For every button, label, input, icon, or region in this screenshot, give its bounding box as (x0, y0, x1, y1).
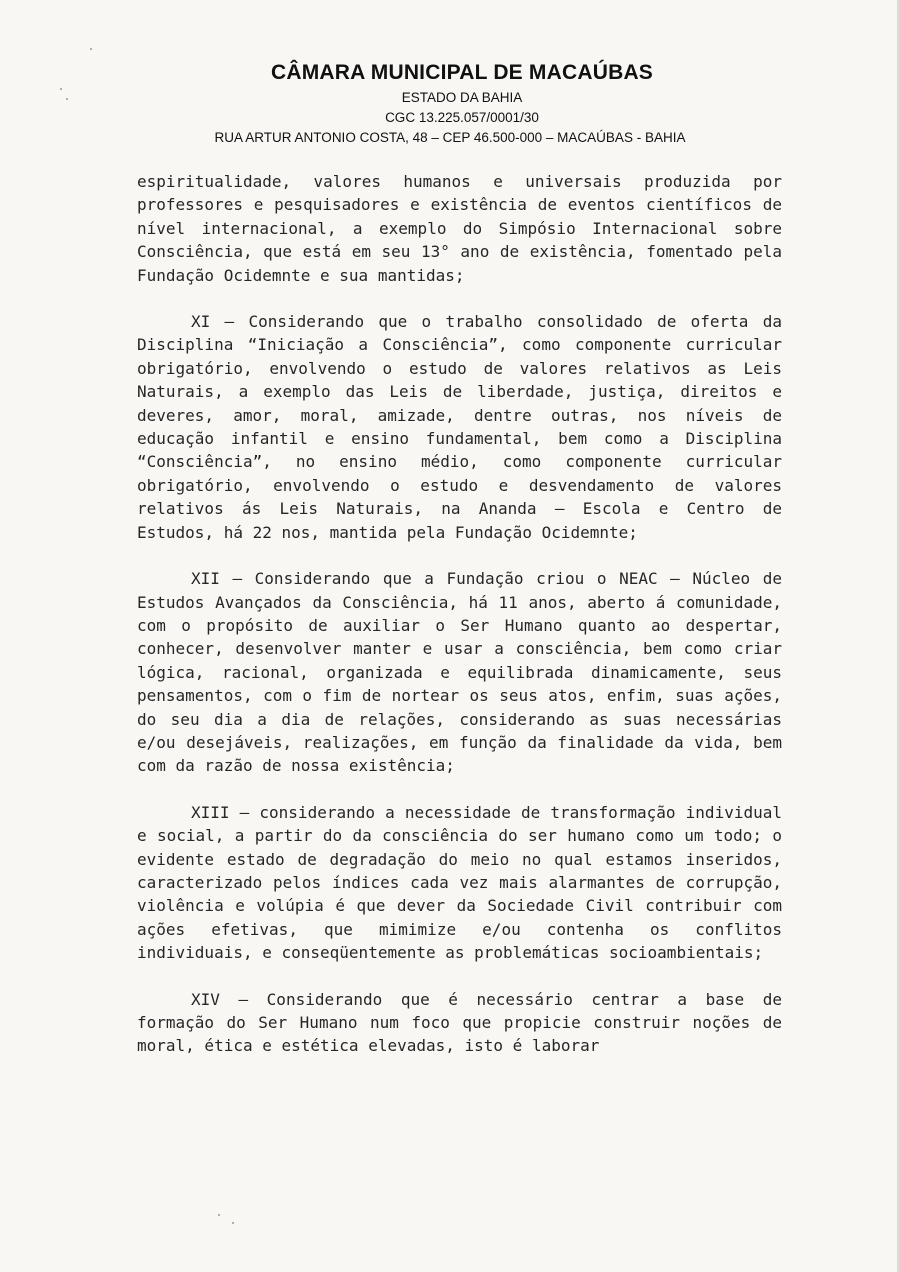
paragraph-continuation: espiritualidade, valores humanos e universais produzida por professores e pesquisadores e existência de eventos científicos de nível internacional, a exemplo do Simpósio Internacional sobre Consciência, que está em seu 13° ano de existência, fomentado pela Fundação Ocidemnte e sua mantidas; (137, 172, 782, 285)
letterhead-title: CÂMARA MUNICIPAL DE MACAÚBAS (270, 61, 654, 84)
letterhead-address: RUA ARTUR ANTONIO COSTA, 48 – CEP 46.500-000 – MACAÚBAS - BAHIA (214, 130, 686, 145)
paragraph-xiii: XIII – considerando a necessidade de transformação individual e social, a partir do da consciência do ser humano como um todo; o evidente estado de degradação do meio no qual estamos inseridos, caracterizado pelos índices cada vez mais alarmantes de corrupção, violência e volúpia é que dever da Sociedade Civil contribuir com ações efetivas, que mimimize e/ou contenha os conflitos individuais, e conseqüentemente as problemáticas socioambientais; (137, 802, 782, 963)
paragraph-xii: XII – Considerando que a Fundação criou o NEAC – Núcleo de Estudos Avançados da Consciência, há 11 anos, aberto á comunidade, com o propósito de auxiliar o Ser Humano quanto ao despertar, conhecer, desenvolver manter e usar a consciência, bem como criar lógica, racional, organizada e equilibrada dinamicamente, seus pensamentos, com o fim de nortear os seus atos, enfim, suas ações, do seu dia a dia de relações, considerando as suas necessárias e/ou desejáveis, realizações, em função da finalidade da vida, bem com da razão de nossa existência; (137, 569, 782, 776)
letterhead-cgc: CGC 13.225.057/0001/30 (385, 110, 539, 125)
letterhead-state: ESTADO DA BAHIA (401, 90, 523, 105)
scan-speck (90, 48, 92, 50)
scan-speck (232, 1222, 234, 1224)
paragraph-xi: XI – Considerando que o trabalho consolidado de oferta da Disciplina “Iniciação a Consciência”, como componente curricular obrigatório, envolvendo o estudo de valores relativos as Leis Naturais, a exemplo das Leis de liberdade, justiça, direitos e deveres, amor, moral, amizade, dentre outras, nos níveis de educação infantil e ensino fundamental, bem como a Disciplina “Consciência”, no ensino médio, como componente curricular obrigatório, envolvendo o estudo e desvendamento de valores relativos ás Leis Naturais, na Ananda – Escola e Centro de Estudos, há 22 nos, mantida pela Fundação Ocidemnte; (137, 312, 782, 542)
paragraph-xiv: XIV – Considerando que é necessário centrar a base de formação do Ser Humano num foco que propicie construir noções de moral, ética e estética elevadas, isto é laborar (137, 989, 782, 1056)
letterhead (0, 58, 900, 148)
scan-speck (218, 1214, 220, 1216)
document-body (137, 170, 782, 1081)
